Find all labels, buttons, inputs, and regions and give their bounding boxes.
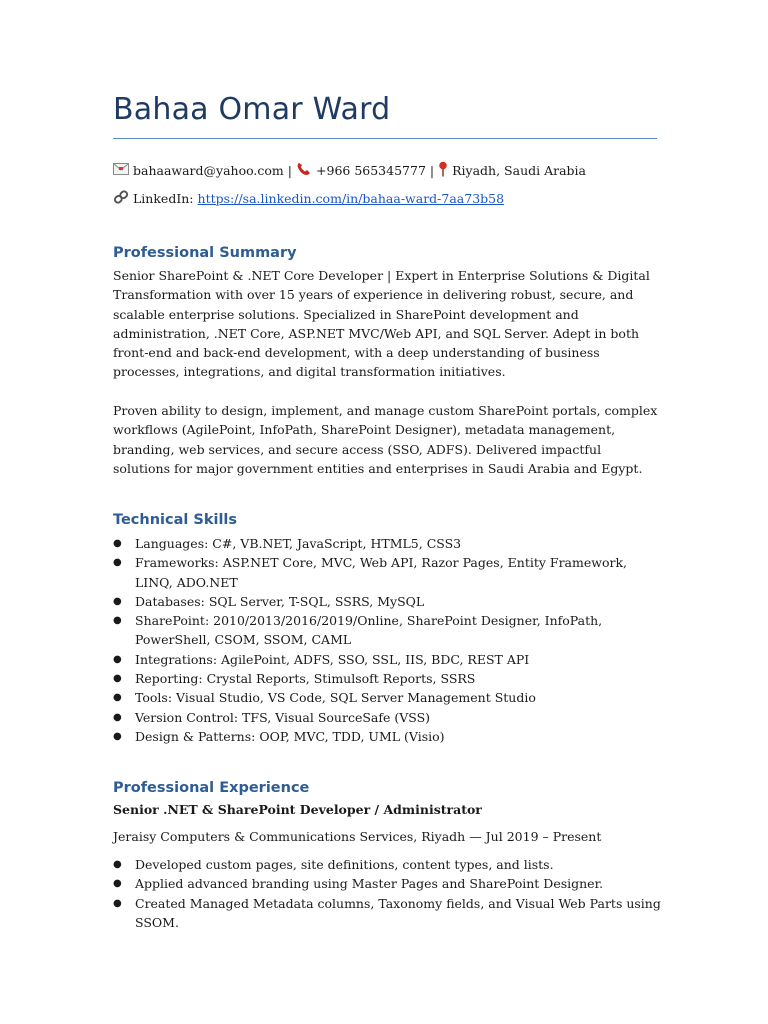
separator: | — [429, 163, 435, 178]
list-item: ● Languages: C#, VB.NET, JavaScript, HTML5, CSS3 — [113, 534, 661, 553]
email-text[interactable]: bahaaward@yahoo.com — [133, 163, 284, 178]
page-title: Bahaa Omar Ward — [113, 92, 391, 127]
title-divider — [113, 138, 657, 139]
list-item: ● Applied advanced branding using Master Pages and SharePoint Designer. — [113, 874, 661, 893]
phone-icon — [296, 162, 312, 179]
separator: | — [287, 163, 293, 178]
summary-paragraph: Proven ability to design, implement, and manage custom SharePoint portals, complex workflows (AgilePoint, InfoPath, SharePoint Designer), metadata management, branding, web services, and secure access (SSO, ADFS). Delivered impactful solutions for major government entities and enterprises in Saudi Arabia and Egypt. — [113, 403, 658, 476]
summary-paragraph: Senior SharePoint & .NET Core Developer | Expert in Enterprise Solutions & Digital Transformation with over 15 years of experience in delivering robust, secure, and scalable enterprise solutions. Specialized in SharePoint development and administration, .NET Core, ASP.NET MVC/Web API, and SQL Server. Adept in both front-end and back-end development, with a deep understanding of business processes, integrations, and digital transformation initiatives. — [113, 268, 650, 380]
job-title: Senior .NET & SharePoint Developer / Administrator — [113, 802, 482, 817]
section-title-summary: Professional Summary — [113, 245, 297, 261]
list-item: ● Integrations: AgilePoint, ADFS, SSO, SSL, IIS, BDC, REST API — [113, 650, 661, 669]
email-icon — [113, 163, 129, 178]
linkedin-line — [113, 190, 504, 207]
phone-text[interactable]: +966 565345777 — [316, 163, 426, 178]
contact-line — [113, 161, 586, 180]
section-title-experience: Professional Experience — [113, 780, 310, 796]
list-item: ● SharePoint: 2010/2013/2016/2019/Online, SharePoint Designer, InfoPath, PowerShell, CSOM, SSOM, CAML — [113, 611, 661, 650]
location-text: Riyadh, Saudi Arabia — [452, 163, 586, 178]
list-item: ● Databases: SQL Server, T-SQL, SSRS, MySQL — [113, 592, 661, 611]
linkedin-link[interactable]: https://sa.linkedin.com/in/bahaa-ward-7aa73b58 — [197, 191, 505, 206]
list-item: ● Reporting: Crystal Reports, Stimulsoft Reports, SSRS — [113, 669, 661, 688]
company-line: Jeraisy Computers & Communications Services, Riyadh — Jul 2019 – Present — [113, 829, 602, 844]
location-pin-icon — [438, 161, 448, 180]
list-item: ● Developed custom pages, site definitions, content types, and lists. — [113, 855, 661, 874]
linkedin-label: LinkedIn: — [133, 191, 194, 206]
section-title-skills: Technical Skills — [113, 512, 238, 528]
list-item: ● Frameworks: ASP.NET Core, MVC, Web API, Razor Pages, Entity Framework, LINQ, ADO.NET — [113, 553, 661, 592]
experience-list — [113, 855, 661, 932]
list-item: ● Created Managed Metadata columns, Taxonomy fields, and Visual Web Parts using SSOM. — [113, 894, 661, 933]
skills-list — [113, 534, 661, 746]
list-item: ● Design & Patterns: OOP, MVC, TDD, UML (Visio) — [113, 727, 661, 746]
link-icon — [113, 190, 129, 207]
list-item: ● Version Control: TFS, Visual SourceSafe (VSS) — [113, 708, 661, 727]
list-item: ● Tools: Visual Studio, VS Code, SQL Server Management Studio — [113, 688, 661, 707]
